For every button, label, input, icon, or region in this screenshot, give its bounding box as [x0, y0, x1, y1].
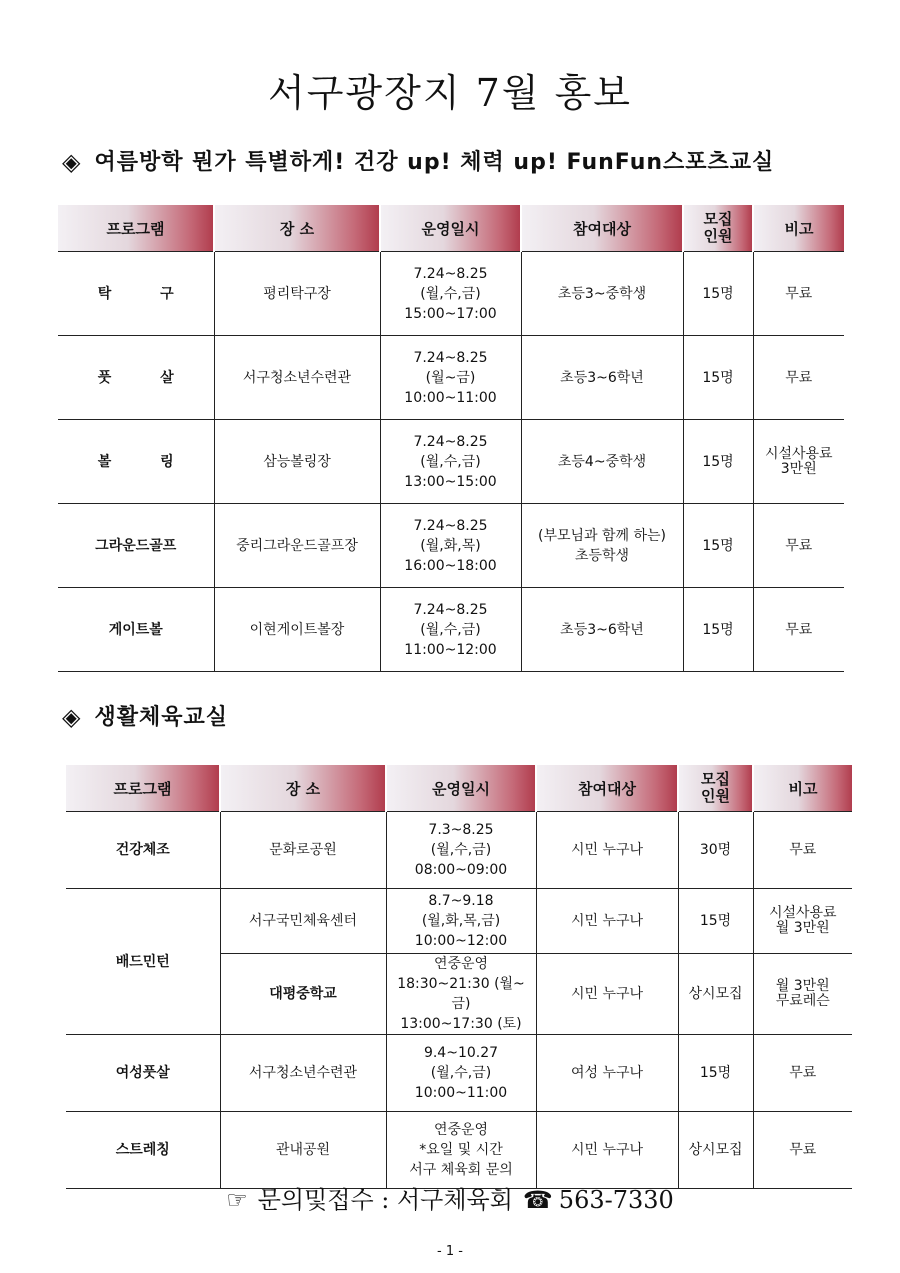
col-header-schedule: 운영일시: [386, 765, 536, 812]
target-text: (부모님과 함께 하는): [537, 527, 667, 544]
note-cell: [753, 1035, 852, 1112]
target-cell: 시민 누구나: [536, 812, 678, 889]
note-text: 무료: [789, 842, 817, 858]
contact-line: [0, 1180, 900, 1215]
table-row: [58, 336, 844, 420]
sports-class-table: [58, 205, 844, 672]
col-header-program: 프로그램: [58, 205, 214, 252]
col-header-count-text: 모집 인원: [701, 770, 730, 805]
program-cell: 스트레칭: [66, 1112, 220, 1189]
note-text: 3만원: [780, 460, 817, 477]
count-cell: 상시모집: [678, 954, 753, 1035]
target-cell: [521, 588, 683, 672]
schedule-cell: [386, 1112, 536, 1189]
note-cell: [753, 812, 852, 889]
place-cell: 이현게이트볼장: [214, 588, 380, 672]
target-cell: 시민 누구나: [536, 954, 678, 1035]
program-name: 풋 살: [97, 369, 196, 386]
section-heading-sports-class: [62, 145, 774, 176]
schedule-days: (월,화,목,금): [421, 913, 501, 929]
note-text: 월 3만원: [775, 978, 830, 994]
program-cell: [58, 420, 214, 504]
note-text: 무료: [785, 621, 813, 638]
contact-label: 문의및접수 : 서구체육회: [257, 1186, 513, 1214]
schedule-days: (월,수,금): [420, 285, 481, 302]
col-header-target: 참여대상: [536, 765, 678, 812]
col-header-schedule: 운영일시: [380, 205, 521, 252]
target-cell: 시민 누구나: [536, 889, 678, 954]
program-cell: [58, 252, 214, 336]
diamond-icon: ◈: [62, 148, 81, 176]
place-cell: 삼능볼링장: [214, 420, 380, 504]
program-cell: 게이트볼: [58, 588, 214, 672]
schedule-days: (월,수,금): [430, 842, 492, 858]
count-cell: 15명: [683, 420, 753, 504]
pointing-hand-icon: ☞: [226, 1186, 248, 1214]
section-heading-life-sports: [62, 700, 228, 731]
contact-phone: 563-7330: [558, 1186, 674, 1214]
section-heading-text: 생활체육교실: [94, 705, 228, 730]
schedule-cell: [380, 420, 521, 504]
place-cell: 서구국민체육센터: [220, 889, 386, 954]
count-cell: 15명: [683, 588, 753, 672]
note-cell: [753, 336, 844, 420]
schedule-dates: 7.24~8.25: [413, 601, 488, 618]
table-row: [66, 812, 852, 889]
program-cell: 그라운드골프: [58, 504, 214, 588]
schedule-time-weekday: 18:30~21:30 (월~금): [397, 976, 525, 1012]
note-text: 시설사용료: [768, 905, 837, 921]
target-text: 초등3~6학년: [560, 621, 644, 638]
schedule-dates: 연중운영: [433, 956, 489, 972]
schedule-dates: 7.24~8.25: [413, 433, 488, 450]
note-text: 무료: [785, 369, 813, 386]
note-text: 월 3만원: [775, 920, 830, 936]
count-cell: 상시모집: [678, 1112, 753, 1189]
schedule-time: 15:00~17:00: [404, 305, 497, 322]
schedule-time: 08:00~09:00: [414, 862, 508, 878]
note-cell: [753, 954, 852, 1035]
page-title: 서구광장지 7월 홍보: [268, 71, 632, 115]
target-cell: [521, 336, 683, 420]
schedule-days: (월,수,금): [430, 1065, 492, 1081]
target-text: 초등3~중학생: [557, 285, 647, 302]
table-row: [66, 1035, 852, 1112]
page-number: - 1 -: [437, 1244, 463, 1259]
note-text: 무료: [789, 1065, 817, 1081]
table-row: [58, 588, 844, 672]
schedule-dates: 9.4~10.27: [423, 1045, 499, 1061]
place-cell: 대평중학교: [220, 954, 386, 1035]
schedule-dates: 7.24~8.25: [413, 517, 488, 534]
target-cell: [521, 504, 683, 588]
program-cell: [58, 336, 214, 420]
col-header-note: 비고: [753, 205, 844, 252]
col-header-program: 프로그램: [66, 765, 220, 812]
target-cell: 시민 누구나: [536, 1112, 678, 1189]
note-cell: [753, 889, 852, 954]
schedule-dates: 7.24~8.25: [413, 349, 488, 366]
place-cell: 서구청소년수련관: [220, 1035, 386, 1112]
table-row: [58, 504, 844, 588]
table-row: [58, 252, 844, 336]
schedule-inquiry: 서구 체육회 문의: [409, 1162, 513, 1178]
schedule-time: 13:00~15:00: [404, 473, 497, 490]
program-cell: 여성풋살: [66, 1035, 220, 1112]
count-cell: 15명: [678, 889, 753, 954]
note-cell: [753, 504, 844, 588]
place-cell: 평리탁구장: [214, 252, 380, 336]
note-text: 무료: [785, 285, 813, 302]
target-text: 초등3~6학년: [560, 369, 644, 386]
col-header-note: 비고: [753, 765, 852, 812]
note-cell: [753, 1112, 852, 1189]
schedule-days: (월~금): [425, 369, 476, 386]
section-heading-text: 여름방학 뭔가 특별하게! 건강 up! 체력 up! FunFun스포츠교실: [94, 150, 775, 175]
program-cell: 건강체조: [66, 812, 220, 889]
schedule-cell: [386, 889, 536, 954]
schedule-time: 10:00~12:00: [414, 933, 508, 949]
target-cell: 여성 누구나: [536, 1035, 678, 1112]
schedule-days: (월,수,금): [420, 621, 481, 638]
note-cell: [753, 252, 844, 336]
place-cell: 관내공원: [220, 1112, 386, 1189]
schedule-days: (월,화,목): [420, 537, 481, 554]
count-cell: 15명: [678, 1035, 753, 1112]
life-sports-table: [66, 765, 852, 1189]
place-cell: 문화로공원: [220, 812, 386, 889]
table-header-row: [66, 765, 852, 812]
program-cell: 배드민턴: [66, 889, 220, 1035]
note-cell: [753, 420, 844, 504]
schedule-cell: [386, 954, 536, 1035]
schedule-cell: [386, 812, 536, 889]
note-text: 시설사용료: [764, 445, 833, 462]
col-header-count: [683, 205, 753, 252]
note-text: 무료: [789, 1142, 817, 1158]
target-cell: [521, 252, 683, 336]
schedule-time: 10:00~11:00: [404, 389, 497, 406]
col-header-place: 장 소: [220, 765, 386, 812]
schedule-cell: [380, 252, 521, 336]
schedule-time: 16:00~18:00: [404, 557, 497, 574]
table-header-row: [58, 205, 844, 252]
schedule-cell: [386, 1035, 536, 1112]
schedule-dates: 7.24~8.25: [413, 265, 488, 282]
schedule-time: 11:00~12:00: [404, 641, 497, 658]
table-row: [66, 889, 852, 954]
schedule-dates: 7.3~8.25: [428, 822, 494, 838]
schedule-cell: [380, 336, 521, 420]
schedule-dates: 연중운영: [433, 1122, 489, 1138]
col-header-count-text: 모집 인원: [703, 210, 733, 245]
col-header-target: 참여대상: [521, 205, 683, 252]
table-row: [66, 1112, 852, 1189]
schedule-dates: 8.7~9.18: [428, 893, 494, 909]
program-name: 볼 링: [97, 453, 196, 470]
count-cell: 15명: [683, 252, 753, 336]
target-cell: [521, 420, 683, 504]
col-header-place: 장 소: [214, 205, 380, 252]
schedule-cell: [380, 588, 521, 672]
schedule-cell: [380, 504, 521, 588]
col-header-count: [678, 765, 753, 812]
note-text: 무료: [785, 537, 813, 554]
schedule-time: 10:00~11:00: [414, 1085, 508, 1101]
count-cell: 15명: [683, 336, 753, 420]
program-name: 탁 구: [97, 285, 196, 302]
note-cell: [753, 588, 844, 672]
target-text: 초등학생: [574, 547, 630, 564]
count-cell: 15명: [683, 504, 753, 588]
table-row: [58, 420, 844, 504]
target-text: 초등4~중학생: [557, 453, 647, 470]
diamond-icon: ◈: [62, 703, 81, 731]
count-cell: 30명: [678, 812, 753, 889]
note-text: 무료레슨: [775, 993, 830, 1009]
telephone-icon: ☎: [522, 1186, 553, 1214]
schedule-note: *요일 및 시간: [419, 1142, 503, 1158]
place-cell: 중리그라운드골프장: [214, 504, 380, 588]
schedule-days: (월,수,금): [420, 453, 481, 470]
place-cell: 서구청소년수련관: [214, 336, 380, 420]
schedule-time-saturday: 13:00~17:30 (토): [400, 1016, 522, 1032]
